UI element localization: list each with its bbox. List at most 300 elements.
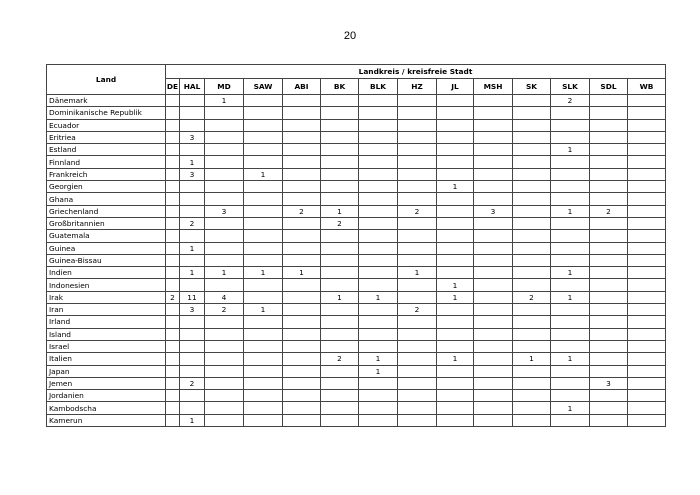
count-cell: [474, 316, 513, 328]
count-cell: [244, 230, 283, 242]
count-cell: [321, 390, 359, 402]
count-cell: 2: [590, 205, 628, 217]
table-row: [47, 144, 666, 156]
table-row: [47, 267, 666, 279]
count-cell: [513, 156, 551, 168]
count-cell: [474, 119, 513, 131]
count-cell: 1: [283, 267, 321, 279]
count-cell: 1: [551, 291, 590, 303]
count-cell: [398, 119, 437, 131]
table-row: [47, 390, 666, 402]
count-cell: [513, 267, 551, 279]
column-header: DE: [166, 79, 180, 95]
column-header: HAL: [180, 79, 205, 95]
count-cell: [628, 242, 666, 254]
count-cell: [437, 217, 474, 229]
count-cell: [359, 144, 398, 156]
land-cell: Jordanien: [47, 390, 166, 402]
count-cell: [590, 340, 628, 352]
count-cell: [398, 254, 437, 266]
column-header: SDL: [590, 79, 628, 95]
count-cell: [551, 340, 590, 352]
count-cell: [166, 353, 180, 365]
land-cell: Eritriea: [47, 131, 166, 143]
count-cell: [513, 242, 551, 254]
count-cell: [321, 279, 359, 291]
count-cell: [283, 156, 321, 168]
count-cell: [513, 107, 551, 119]
count-cell: [474, 242, 513, 254]
count-cell: [551, 304, 590, 316]
count-cell: [551, 328, 590, 340]
column-header: MSH: [474, 79, 513, 95]
count-cell: [474, 279, 513, 291]
count-cell: [359, 107, 398, 119]
count-cell: [437, 402, 474, 414]
count-cell: [551, 390, 590, 402]
count-cell: [205, 144, 244, 156]
count-cell: [244, 205, 283, 217]
count-cell: [166, 377, 180, 389]
count-cell: 4: [205, 291, 244, 303]
count-cell: 2: [321, 217, 359, 229]
count-cell: [359, 340, 398, 352]
count-cell: [283, 414, 321, 426]
count-cell: [166, 181, 180, 193]
table-row: [47, 254, 666, 266]
count-cell: [551, 254, 590, 266]
count-cell: [180, 340, 205, 352]
table-body: [47, 95, 666, 427]
count-cell: [551, 414, 590, 426]
count-cell: [398, 316, 437, 328]
count-cell: [180, 181, 205, 193]
count-cell: [437, 365, 474, 377]
count-cell: [283, 254, 321, 266]
table-row: [47, 95, 666, 107]
count-cell: [590, 353, 628, 365]
count-cell: [590, 217, 628, 229]
count-cell: [398, 217, 437, 229]
table-row: [47, 328, 666, 340]
count-cell: [513, 181, 551, 193]
count-cell: [205, 328, 244, 340]
count-cell: 1: [513, 353, 551, 365]
count-cell: [513, 168, 551, 180]
count-cell: [437, 242, 474, 254]
count-cell: [180, 279, 205, 291]
count-cell: [166, 328, 180, 340]
count-cell: [321, 340, 359, 352]
table-row: [47, 119, 666, 131]
count-cell: [359, 304, 398, 316]
count-cell: [180, 95, 205, 107]
land-cell: Island: [47, 328, 166, 340]
count-cell: [180, 107, 205, 119]
count-cell: [513, 390, 551, 402]
count-cell: [321, 230, 359, 242]
count-cell: 1: [551, 205, 590, 217]
count-cell: [551, 193, 590, 205]
count-cell: [244, 95, 283, 107]
table-row: [47, 316, 666, 328]
count-cell: [321, 365, 359, 377]
count-cell: [628, 217, 666, 229]
count-cell: [590, 168, 628, 180]
land-cell: Dominikanische Republik: [47, 107, 166, 119]
count-cell: [398, 279, 437, 291]
count-cell: [283, 328, 321, 340]
count-cell: [283, 144, 321, 156]
count-cell: [359, 316, 398, 328]
count-cell: [321, 95, 359, 107]
count-cell: [283, 217, 321, 229]
count-cell: [166, 193, 180, 205]
land-cell: Estland: [47, 144, 166, 156]
count-cell: [474, 304, 513, 316]
table-row: [47, 193, 666, 205]
count-cell: [551, 230, 590, 242]
count-cell: [590, 181, 628, 193]
count-cell: [437, 390, 474, 402]
count-cell: [166, 242, 180, 254]
count-cell: [437, 304, 474, 316]
count-cell: [283, 242, 321, 254]
count-cell: [180, 365, 205, 377]
count-cell: [513, 254, 551, 266]
land-landkreis-table: [46, 64, 666, 427]
count-cell: [283, 353, 321, 365]
count-cell: [551, 316, 590, 328]
count-cell: [166, 168, 180, 180]
count-cell: [321, 181, 359, 193]
count-cell: [437, 156, 474, 168]
count-cell: [474, 156, 513, 168]
count-cell: [321, 119, 359, 131]
count-cell: 1: [437, 291, 474, 303]
count-cell: [437, 316, 474, 328]
table-row: [47, 279, 666, 291]
count-cell: [166, 205, 180, 217]
count-cell: [283, 181, 321, 193]
count-cell: [437, 414, 474, 426]
count-cell: [628, 205, 666, 217]
count-cell: [166, 230, 180, 242]
count-cell: [205, 119, 244, 131]
count-cell: [180, 390, 205, 402]
count-cell: [398, 242, 437, 254]
count-cell: [321, 107, 359, 119]
count-cell: [398, 193, 437, 205]
column-header: MD: [205, 79, 244, 95]
count-cell: 3: [590, 377, 628, 389]
count-cell: [321, 377, 359, 389]
count-cell: [628, 193, 666, 205]
count-cell: [398, 181, 437, 193]
table-row: [47, 353, 666, 365]
count-cell: 3: [205, 205, 244, 217]
count-cell: 1: [321, 205, 359, 217]
count-cell: [513, 230, 551, 242]
count-cell: [513, 340, 551, 352]
count-cell: [283, 304, 321, 316]
count-cell: [398, 107, 437, 119]
count-cell: 1: [551, 402, 590, 414]
count-cell: [474, 131, 513, 143]
count-cell: [398, 414, 437, 426]
count-cell: [398, 131, 437, 143]
count-cell: [205, 181, 244, 193]
count-cell: [205, 414, 244, 426]
count-cell: [180, 193, 205, 205]
column-header: SLK: [551, 79, 590, 95]
count-cell: [205, 279, 244, 291]
count-cell: [474, 353, 513, 365]
count-cell: 1: [437, 353, 474, 365]
count-cell: [474, 95, 513, 107]
count-cell: [398, 95, 437, 107]
table-row: [47, 402, 666, 414]
count-cell: [437, 205, 474, 217]
count-cell: [180, 353, 205, 365]
count-cell: [474, 414, 513, 426]
count-cell: 2: [551, 95, 590, 107]
count-cell: [166, 340, 180, 352]
count-cell: [590, 144, 628, 156]
count-cell: [205, 353, 244, 365]
column-header: JL: [437, 79, 474, 95]
count-cell: [205, 254, 244, 266]
table-row: [47, 365, 666, 377]
count-cell: [398, 144, 437, 156]
count-cell: [205, 107, 244, 119]
count-cell: [437, 230, 474, 242]
land-cell: Guinea-Bissau: [47, 254, 166, 266]
count-cell: [590, 254, 628, 266]
count-cell: [590, 316, 628, 328]
count-cell: [244, 377, 283, 389]
count-cell: [590, 107, 628, 119]
count-cell: [283, 131, 321, 143]
land-cell: Finnland: [47, 156, 166, 168]
count-cell: [590, 291, 628, 303]
count-cell: [166, 279, 180, 291]
count-cell: 1: [359, 365, 398, 377]
count-cell: [359, 131, 398, 143]
table-row: [47, 291, 666, 303]
count-cell: [474, 193, 513, 205]
count-cell: 2: [180, 217, 205, 229]
count-cell: [398, 328, 437, 340]
count-cell: [590, 193, 628, 205]
count-cell: [166, 304, 180, 316]
table-row: [47, 205, 666, 217]
count-cell: [244, 353, 283, 365]
count-cell: [551, 168, 590, 180]
count-cell: [437, 168, 474, 180]
table-row: [47, 414, 666, 426]
count-cell: [437, 95, 474, 107]
count-cell: [398, 353, 437, 365]
land-cell: Kambodscha: [47, 402, 166, 414]
land-cell: Guatemala: [47, 230, 166, 242]
count-cell: [359, 181, 398, 193]
count-cell: [513, 316, 551, 328]
count-cell: [628, 316, 666, 328]
count-cell: [205, 217, 244, 229]
count-cell: [166, 267, 180, 279]
count-cell: [474, 340, 513, 352]
count-cell: [244, 254, 283, 266]
count-cell: [205, 168, 244, 180]
count-cell: [628, 402, 666, 414]
count-cell: [474, 365, 513, 377]
count-cell: [513, 414, 551, 426]
count-cell: [628, 119, 666, 131]
count-cell: [551, 242, 590, 254]
column-header: BK: [321, 79, 359, 95]
count-cell: [166, 390, 180, 402]
land-cell: Irak: [47, 291, 166, 303]
count-cell: [244, 181, 283, 193]
count-cell: [166, 254, 180, 266]
table-row: [47, 304, 666, 316]
count-cell: [166, 144, 180, 156]
count-cell: [513, 119, 551, 131]
count-cell: [513, 304, 551, 316]
count-cell: [180, 328, 205, 340]
count-cell: [590, 390, 628, 402]
count-cell: [283, 316, 321, 328]
count-cell: [283, 168, 321, 180]
count-cell: [590, 328, 628, 340]
count-cell: 1: [321, 291, 359, 303]
count-cell: [359, 328, 398, 340]
count-cell: 2: [166, 291, 180, 303]
count-cell: [437, 328, 474, 340]
count-cell: [551, 217, 590, 229]
count-cell: [166, 414, 180, 426]
land-cell: Ecuador: [47, 119, 166, 131]
count-cell: [628, 107, 666, 119]
count-cell: [244, 119, 283, 131]
count-cell: [628, 304, 666, 316]
count-cell: [551, 156, 590, 168]
count-cell: [359, 95, 398, 107]
count-cell: [321, 168, 359, 180]
count-cell: [283, 377, 321, 389]
count-cell: [359, 217, 398, 229]
count-cell: [180, 144, 205, 156]
count-cell: [628, 340, 666, 352]
count-cell: [474, 107, 513, 119]
count-cell: [398, 365, 437, 377]
count-cell: [513, 217, 551, 229]
column-header: SAW: [244, 79, 283, 95]
count-cell: [244, 414, 283, 426]
count-cell: [628, 414, 666, 426]
count-cell: 2: [321, 353, 359, 365]
count-cell: [474, 254, 513, 266]
land-cell: Frankreich: [47, 168, 166, 180]
count-cell: [283, 340, 321, 352]
table-row: [47, 217, 666, 229]
count-cell: 1: [244, 267, 283, 279]
count-cell: [359, 414, 398, 426]
count-cell: [628, 365, 666, 377]
count-cell: [437, 340, 474, 352]
page-number: 20: [343, 30, 357, 42]
count-cell: [474, 267, 513, 279]
count-cell: [551, 365, 590, 377]
count-cell: [283, 107, 321, 119]
count-cell: [359, 230, 398, 242]
count-cell: 2: [398, 205, 437, 217]
count-cell: [590, 95, 628, 107]
count-cell: [321, 414, 359, 426]
count-cell: 1: [180, 414, 205, 426]
column-header: ABI: [283, 79, 321, 95]
count-cell: [590, 279, 628, 291]
count-cell: 1: [359, 291, 398, 303]
count-cell: 1: [437, 279, 474, 291]
count-cell: [166, 131, 180, 143]
count-cell: [513, 131, 551, 143]
count-cell: [590, 156, 628, 168]
count-cell: [398, 402, 437, 414]
land-cell: Israel: [47, 340, 166, 352]
count-cell: [283, 95, 321, 107]
count-cell: [628, 168, 666, 180]
count-cell: [551, 377, 590, 389]
count-cell: [180, 230, 205, 242]
table-row: [47, 230, 666, 242]
count-cell: [513, 144, 551, 156]
count-cell: [321, 144, 359, 156]
count-cell: [283, 193, 321, 205]
count-cell: [205, 340, 244, 352]
count-cell: [205, 193, 244, 205]
count-cell: [398, 377, 437, 389]
land-cell: Italien: [47, 353, 166, 365]
count-cell: [628, 144, 666, 156]
count-cell: [205, 242, 244, 254]
count-cell: [244, 131, 283, 143]
count-cell: [166, 119, 180, 131]
count-cell: 1: [437, 181, 474, 193]
count-cell: [474, 377, 513, 389]
count-cell: [283, 365, 321, 377]
count-cell: [437, 119, 474, 131]
count-cell: [205, 402, 244, 414]
column-header: SK: [513, 79, 551, 95]
count-cell: [590, 365, 628, 377]
count-cell: [437, 377, 474, 389]
count-cell: [551, 107, 590, 119]
count-cell: [551, 131, 590, 143]
count-cell: [513, 402, 551, 414]
count-cell: 2: [398, 304, 437, 316]
land-cell: Dänemark: [47, 95, 166, 107]
table-row: [47, 340, 666, 352]
count-cell: 2: [513, 291, 551, 303]
count-cell: [628, 279, 666, 291]
count-cell: [283, 230, 321, 242]
count-cell: [628, 156, 666, 168]
count-cell: 1: [551, 144, 590, 156]
count-cell: [244, 365, 283, 377]
count-cell: [283, 279, 321, 291]
